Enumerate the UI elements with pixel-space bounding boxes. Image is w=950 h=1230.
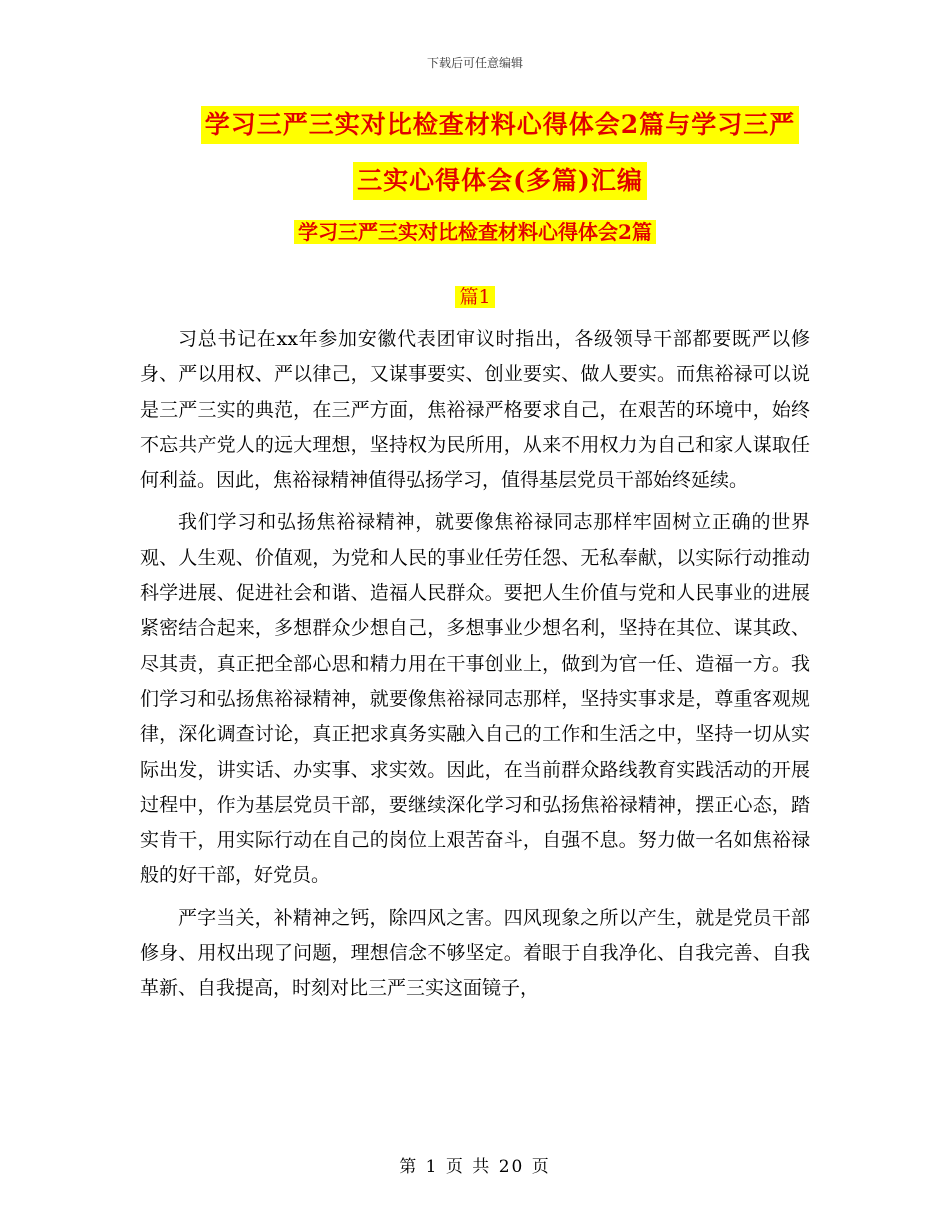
page-footer: 第 1 页 共 20 页 <box>399 1157 551 1177</box>
paragraph-1: 习总书记在xx年参加安徽代表团审议时指出，各级领导干部都要既严以修身、严以用权、严以律己，又谋事要实、创业要实、做人要实。而焦裕禄可以说是三严三实的典范，在三严方面，焦裕禄严格要求自己，在艰苦的环境中，始终不忘共产党人的远大理想，坚持权为民所用，从来不用权力为自己和家人谋取任何利益。因此，焦裕禄精神值得弘扬学习，值得基层党员干部始终延续。 <box>140 328 810 492</box>
page-header-note: 下载后可任意编辑 <box>426 56 523 70</box>
title-line-2: 三实心得体会(多篇)汇编 <box>353 162 647 200</box>
document-title <box>190 106 810 218</box>
section-subtitle <box>0 216 950 248</box>
part-label-text: 篇1 <box>455 286 494 308</box>
part-label <box>0 282 950 312</box>
section-subtitle-text: 学习三严三实对比检查材料心得体会2篇 <box>294 220 656 244</box>
paragraph-3: 严字当关，补精神之钙，除四风之害。四风现象之所以产生，就是党员干部修身、用权出现了问题，理想信念不够坚定。着眼于自我净化、自我完善、自我革新、自我提高，时刻对比三严三实这面镜子， <box>140 906 810 1000</box>
body-text <box>140 322 810 1014</box>
title-line-1: 学习三严三实对比检查材料心得体会2篇与学习三严 <box>201 106 799 144</box>
paragraph-2: 我们学习和弘扬焦裕禄精神，就要像焦裕禄同志那样牢固树立正确的世界观、人生观、价值观，为党和人民的事业任劳任怨、无私奉献，以实际行动推动科学进展、促进社会和谐、造福人民群众。要把人生价值与党和人民事业的进展紧密结合起来，多想群众少想自己，多想事业少想名利，坚持在其位、谋其政、尽其责，真正把全部心思和精力用在干事创业上，做到为官一任、造福一方。我们学习和弘扬焦裕禄精神，就要像焦裕禄同志那样，坚持实事求是，尊重客观规律，深化调查讨论，真正把求真务实融入自己的工作和生活之中，坚持一切从实际出发，讲实话、办实事、求实效。因此，在当前群众路线教育实践活动的开展过程中，作为基层党员干部，要继续深化学习和弘扬焦裕禄精神，摆正心态，踏实肯干，用实际行动在自己的岗位上艰苦奋斗，自强不息。努力做一名如焦裕禄般的好干部，好党员。 <box>140 511 810 887</box>
